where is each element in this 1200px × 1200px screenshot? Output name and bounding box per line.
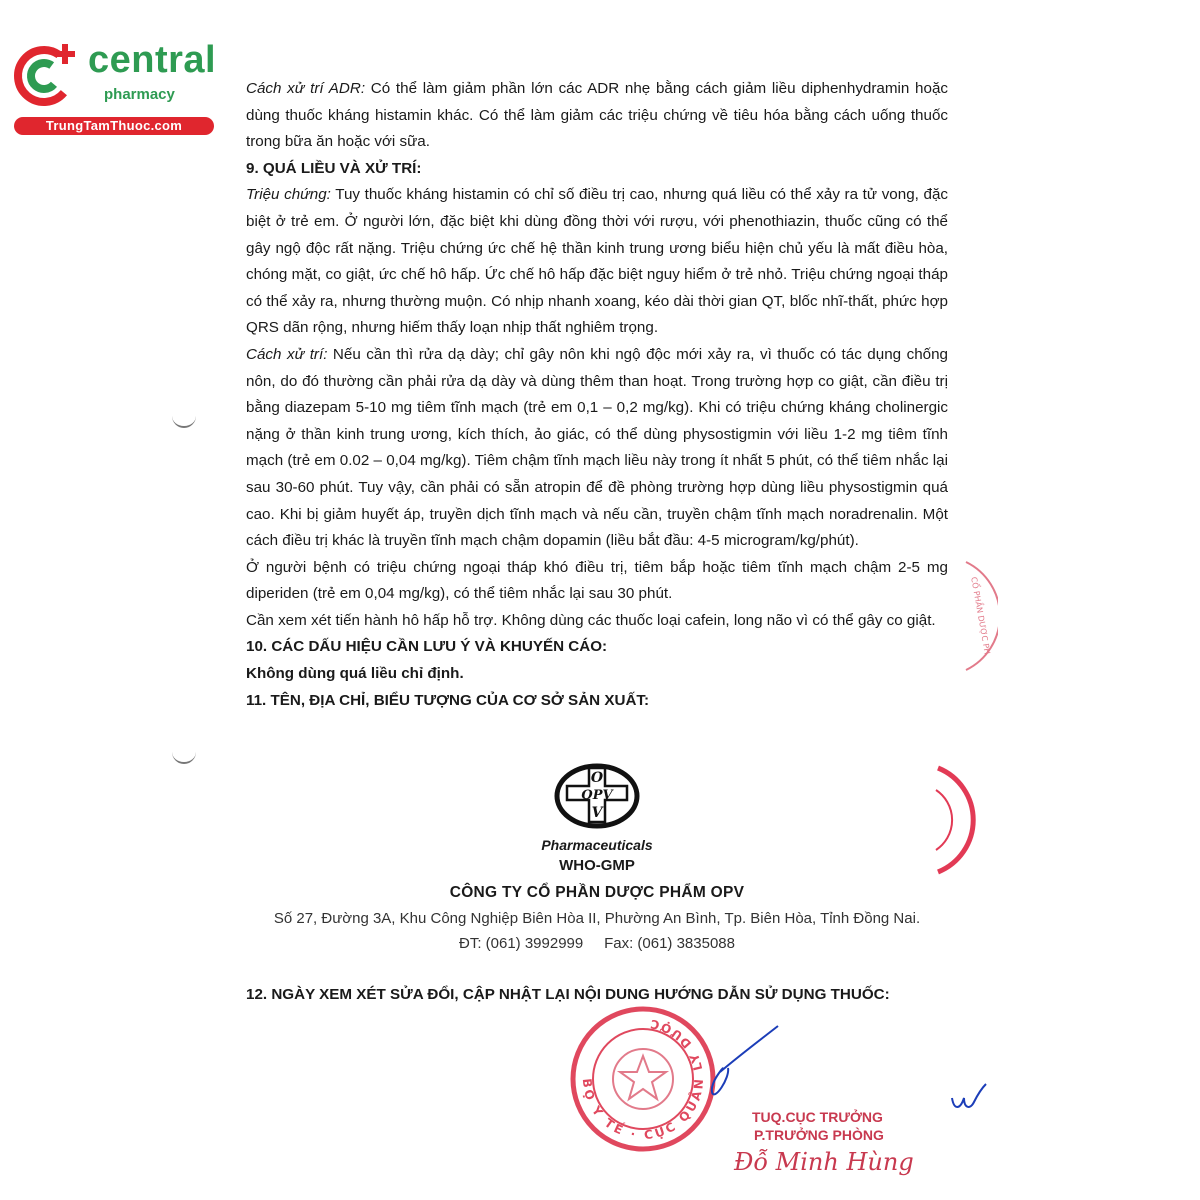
respiratory-support-paragraph: Cần xem xét tiến hành hô hấp hỗ trợ. Không dùng các thuốc loại cafein, long não vì có thể gây co giật.	[246, 611, 936, 629]
partial-stamp-icon	[958, 556, 998, 676]
logo-site-link[interactable]: TrungTamThuoc.com	[14, 117, 214, 135]
section-9-heading: 9. QUÁ LIỀU VÀ XỬ TRÍ:	[246, 159, 422, 177]
manufacturer-block	[246, 760, 948, 952]
logo-brand: central	[88, 39, 217, 81]
svg-text:V: V	[591, 805, 603, 821]
treatment-paragraph	[246, 342, 948, 555]
signer-name: Đỗ Minh Hùng	[734, 1148, 914, 1176]
who-gmp-label: WHO-GMP	[559, 857, 635, 874]
treatment-label: Cách xử trí:	[246, 345, 328, 363]
partial-stamp-icon	[918, 760, 978, 880]
opv-logo-icon	[551, 760, 643, 832]
punch-hole-mark	[172, 412, 196, 428]
document-body	[246, 76, 948, 714]
adr-treatment-label: Cách xử trí ADR:	[246, 80, 366, 97]
adr-treatment-paragraph	[246, 76, 948, 156]
central-pharmacy-logo-icon	[10, 38, 84, 112]
approval-line-2: P.TRƯỞNG PHÒNG	[754, 1127, 884, 1143]
section-10-text: Không dùng quá liều chỉ định.	[246, 665, 464, 683]
opv-logo-letters: OPV	[581, 788, 613, 803]
symptoms-text: Tuy thuốc kháng histamin có chỉ số điều trị cao, nhưng quá liều có thể xảy ra tử vong, đặc biệt ở trẻ em. Ở người lớn, đặc biệt khi dùng đồng thời với rượu, với phenothiazin, thuốc cũng có thể gây ngộ độc rất nặng. Triệu chứng ức chế hệ thần kinh trung ương biểu hiện chủ yếu là mất điều hòa, chóng mặt, co giật, ức chế hô hấp. Ức chế hô hấp đặc biệt nguy hiểm ở trẻ nhỏ. Triệu chứng ngoại tháp có thể xảy ra, nhưng thường muộn. Có nhịp nhanh xoang, kéo dài thời gian QT, blốc nhĩ-thất, phức hợp QRS dãn rộng, nhưng hiếm thấy loạn nhịp thất nghiêm trọng.	[246, 186, 948, 337]
symptoms-label: Triệu chứng:	[246, 186, 331, 204]
extrapyramidal-paragraph: Ở người bệnh có triệu chứng ngoại tháp khó điều trị, tiêm bắp hoặc tiêm tĩnh mạch chậm 2-5 mg diperiden (trẻ em 0,04 mg/kg), có thể tiêm nhắc lại sau 30 phút.	[246, 558, 948, 603]
symptoms-paragraph	[246, 182, 948, 342]
section-12-heading: 12. NGÀY XEM XÉT SỬA ĐỔI, CẬP NHẬT LẠI NỘI DUNG HƯỚNG DẪN SỬ DỤNG THUỐC:	[246, 986, 890, 1003]
section-10-heading: 10. CÁC DẤU HIỆU CẦN LƯU Ý VÀ KHUYẾN CÁO:	[246, 638, 608, 656]
section-11-heading: 11. TÊN, ĐỊA CHỈ, BIỂU TƯỢNG CỦA CƠ SỞ SẢN XUẤT:	[246, 691, 650, 709]
stamp-ring-text: BỘ Y TẾ · CỤC QUẢN LÝ DƯỢC	[579, 1016, 707, 1143]
central-pharmacy-logo[interactable]	[10, 38, 215, 138]
adr-treatment-text: Có thể làm giảm phần lớn các ADR nhẹ bằng cách giảm liều diphenhydramin hoặc dùng thuốc kháng histamin khác. Có thể làm giảm các triệu chứng về tiêu hóa bằng cách uống thuốc trong bữa ăn hoặc với sữa.	[246, 80, 948, 151]
signature-icon	[700, 1020, 790, 1110]
company-address: Số 27, Đường 3A, Khu Công Nghiệp Biên Hòa II, Phường An Bình, Tp. Biên Hòa, Tỉnh Đồng Nai.	[273, 910, 921, 927]
treatment-text: Nếu cần thì rửa dạ dày; chỉ gây nôn khi ngộ độc mới xảy ra, vì thuốc có tác dụng chống nôn, do đó thường cần phải rửa dạ dày và dùng thêm than hoạt. Trong trường hợp co giật, cần điều trị bằng diazepam 5-10 mg tiêm tĩnh mạch (trẻ em 0,1 – 0,2 mg/kg). Khi có triệu chứng kháng cholinergic nặng ở thần kinh trung ương, kích thích, ảo giác, có thể dùng physostigmin với liều 1-2 mg tiêm tĩnh mạch (trẻ em 0.02 – 0,04 mg/kg). Tiêm chậm tĩnh mạch liều này trong ít nhất 5 phút, có thể tiêm nhắc lại sau 30-60 phút. Tuy vậy, cần phải có sẵn atropin để đề phòng trường hợp dùng liều physostigmin quá cao. Khi bị giảm huyết áp, truyền dịch tĩnh mạch và nếu cần, truyền chậm tĩnh mạch noradrenalin. Một cách điều trị khác là truyền tĩnh mạch chậm dopamin (liều bắt đầu: 4-5 microgram/kg/phút).	[246, 345, 948, 550]
initials-signature-icon	[948, 1080, 988, 1120]
company-phone-fax: ĐT: (061) 3992999 Fax: (061) 3835088	[458, 935, 735, 952]
approval-title	[752, 1108, 884, 1144]
pharmaceuticals-label: Pharmaceuticals	[541, 837, 653, 853]
svg-text:BỘ Y TẾ · CỤC QUẢN LÝ DƯỢC	[580, 1016, 707, 1142]
punch-hole-mark	[172, 748, 196, 764]
svg-text:O: O	[590, 770, 604, 786]
logo-subtitle: pharmacy	[104, 86, 175, 103]
side-stamp-text: CỔ PHẦN DƯỢC PH	[969, 576, 992, 656]
company-name: CÔNG TY CỔ PHẦN DƯỢC PHẨM OPV	[449, 884, 745, 901]
ministry-of-health-stamp-icon	[568, 1004, 718, 1154]
approval-line-1: TUQ.CỤC TRƯỞNG	[752, 1109, 883, 1125]
